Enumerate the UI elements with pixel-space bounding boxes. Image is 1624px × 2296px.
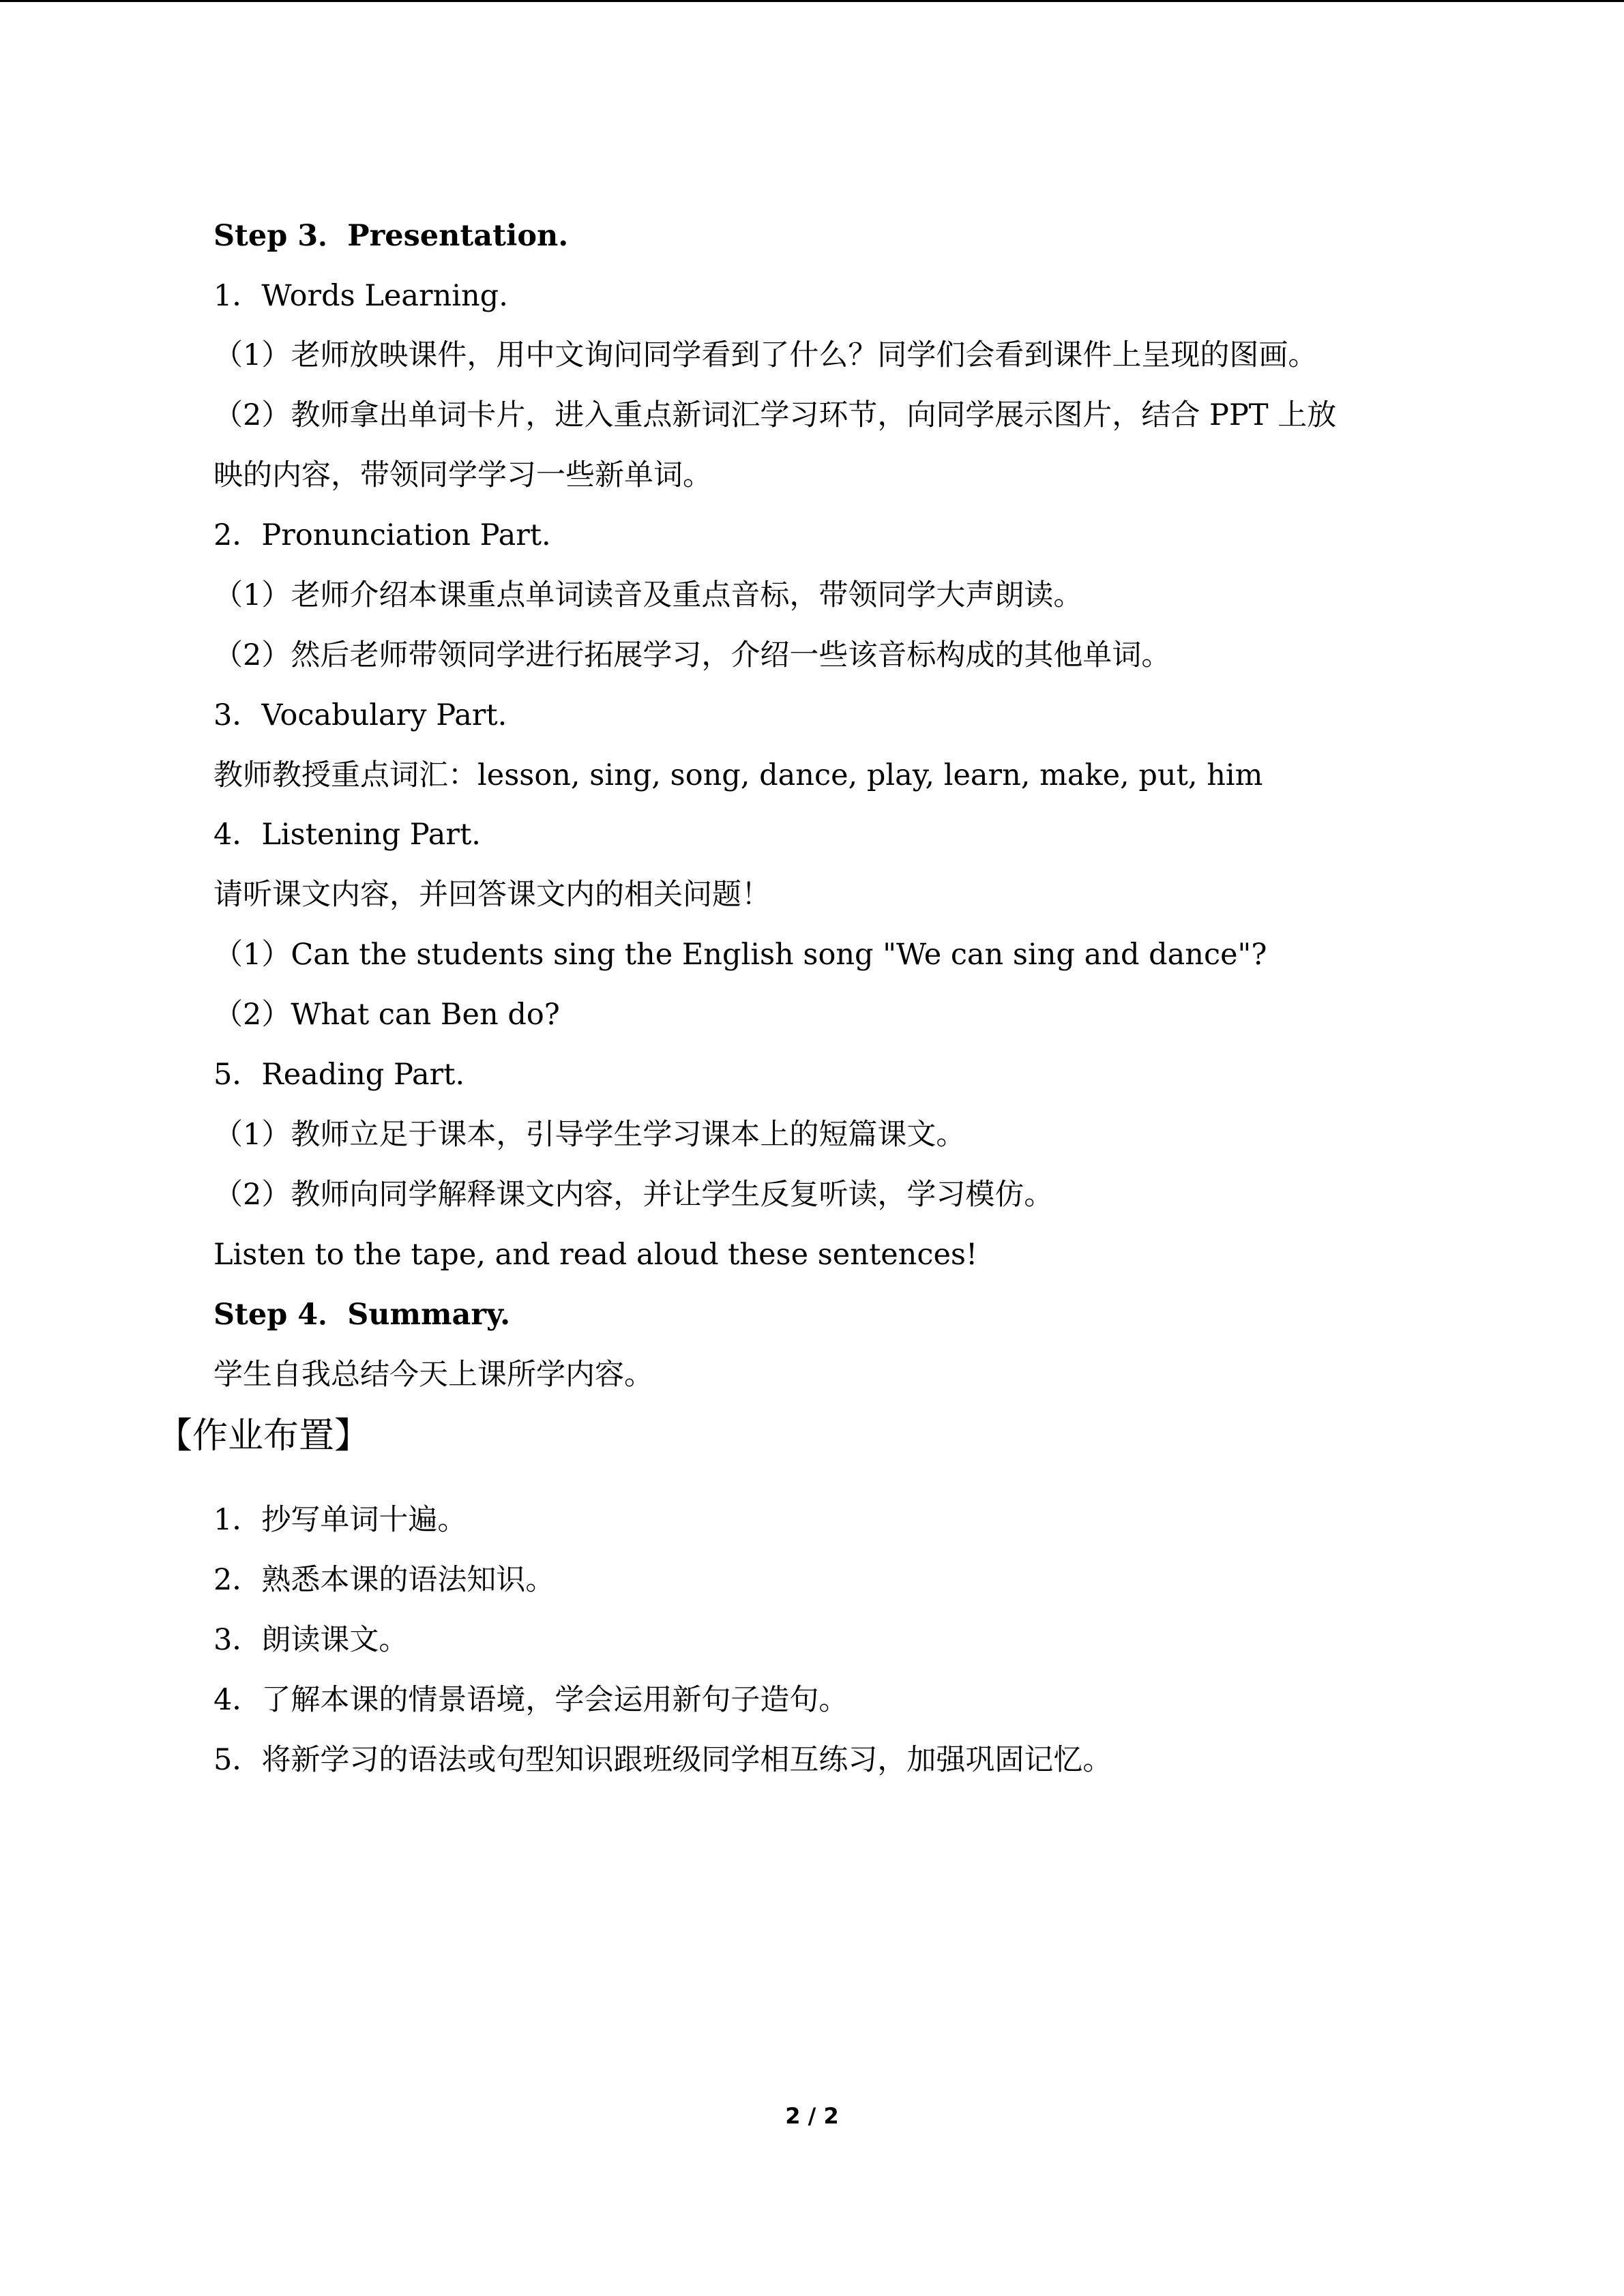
page-top-border [0,0,1624,2]
listening-question-1: （1）Can the students sing the English song "We can sing and dance"? [213,938,1267,972]
homework-item-1: 1．抄写单词十遍。 [213,1503,467,1537]
page-number: 2 / 2 [785,2103,839,2129]
words-learning-title: 1．Words Learning. [213,279,508,313]
summary-text: 学生自我总结今天上课所学内容。 [213,1358,653,1392]
pronunciation-item-2: （2）然后老师带领同学进行拓展学习，介绍一些该音标构成的其他单词。 [213,638,1171,672]
vocabulary-list: 教师教授重点词汇：lesson, sing, song, dance, play, learn, make, put, him [213,758,1263,792]
reading-item-1: （1）教师立足于课本，引导学生学习课本上的短篇课文。 [213,1118,966,1152]
reading-title: 5．Reading Part. [213,1058,465,1092]
homework-item-5: 5．将新学习的语法或句型知识跟班级同学相互练习，加强巩固记忆。 [213,1743,1112,1777]
reading-item-2: （2）教师向同学解释课文内容，并让学生反复听读，学习模仿。 [213,1178,1054,1212]
words-learning-item-2: （2）教师拿出单词卡片，进入重点新词汇学习环节，向同学展示图片，结合 PPT 上放 [213,398,1337,432]
words-learning-item-2-cont: 映的内容，带领同学学习一些新单词。 [213,458,712,492]
listening-instruction: 请听课文内容，并回答课文内的相关问题！ [213,878,771,912]
step-4-heading: Step 4．Summary. [213,1298,511,1332]
listening-title: 4．Listening Part. [213,818,481,852]
homework-item-2: 2．熟悉本课的语法知识。 [213,1563,555,1597]
homework-item-4: 4．了解本课的情景语境，学会运用新句子造句。 [213,1683,848,1717]
pronunciation-title: 2．Pronunciation Part. [213,518,551,552]
vocabulary-title: 3．Vocabulary Part. [213,698,507,732]
homework-heading: 【作业布置】 [157,1416,370,1457]
words-learning-item-1: （1）老师放映课件，用中文询问同学看到了什么？同学们会看到课件上呈现的图画。 [213,338,1318,372]
listening-question-2: （2）What can Ben do? [213,998,560,1032]
step-3-heading: Step 3．Presentation. [213,219,569,253]
homework-item-3: 3．朗读课文。 [213,1623,409,1657]
pronunciation-item-1: （1）老师介绍本课重点单词读音及重点音标，带领同学大声朗读。 [213,578,1083,612]
reading-instruction: Listen to the tape, and read aloud these sentences! [213,1238,978,1272]
